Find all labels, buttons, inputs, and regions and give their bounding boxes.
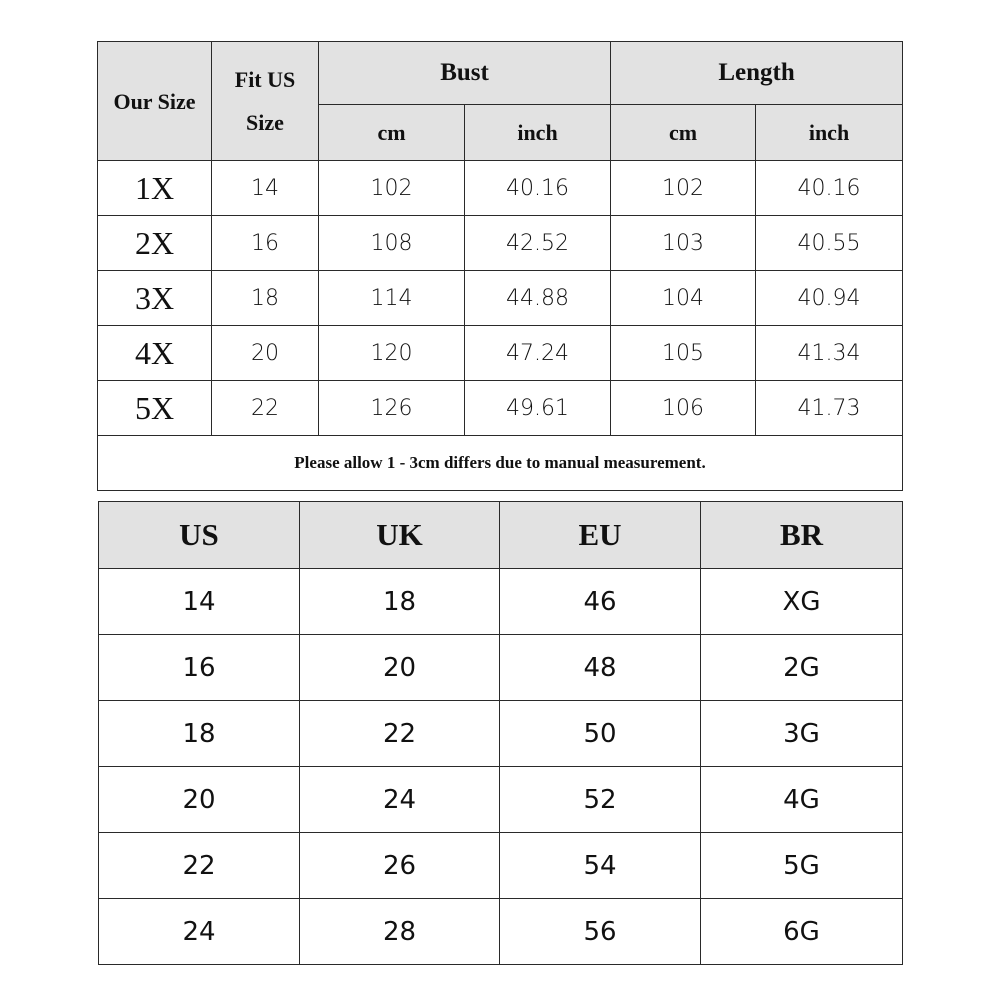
fit-us-size-header [212,42,319,161]
bust-inch-cell: 44.88 [465,271,611,326]
our-size-cell: 1X [98,161,212,216]
table-row [98,271,903,326]
eu-cell: 52 [500,767,701,833]
length-inch-cell: 40.94 [756,271,903,326]
bust-inch-cell: 47.24 [465,326,611,381]
length-inch-cell: 41.73 [756,381,903,436]
fit-us-label: Fit US [234,67,296,92]
bust-cm-header: cm [319,105,465,161]
uk-cell: 24 [300,767,500,833]
uk-cell: 28 [300,899,500,965]
length-inch-header: inch [756,105,903,161]
us-cell: 20 [99,767,300,833]
fit-us-cell: 22 [212,381,319,436]
us-cell: 22 [99,833,300,899]
our-size-cell: 4X [98,326,212,381]
our-size-cell: 5X [98,381,212,436]
uk-header: UK [300,502,500,569]
table-row [99,701,903,767]
length-inch-cell: 41.34 [756,326,903,381]
eu-cell: 56 [500,899,701,965]
table-row [98,216,903,271]
table-row [99,569,903,635]
table-row [99,767,903,833]
length-cm-cell: 104 [611,271,756,326]
eu-cell: 50 [500,701,701,767]
us-cell: 14 [99,569,300,635]
eu-cell: 46 [500,569,701,635]
br-cell: 6G [701,899,903,965]
uk-cell: 22 [300,701,500,767]
br-cell: 2G [701,635,903,701]
length-cm-cell: 103 [611,216,756,271]
br-cell: XG [701,569,903,635]
table-row [99,833,903,899]
our-size-cell: 2X [98,216,212,271]
us-cell: 18 [99,701,300,767]
eu-cell: 48 [500,635,701,701]
length-inch-cell: 40.55 [756,216,903,271]
eu-header: EU [500,502,701,569]
bust-header: Bust [319,42,611,105]
length-cm-cell: 102 [611,161,756,216]
br-header: BR [701,502,903,569]
eu-cell: 54 [500,833,701,899]
fit-us-cell: 14 [212,161,319,216]
bust-cm-cell: 102 [319,161,465,216]
bust-cm-cell: 120 [319,326,465,381]
fit-us-cell: 20 [212,326,319,381]
length-header: Length [611,42,903,105]
us-cell: 24 [99,899,300,965]
bust-inch-cell: 40.16 [465,161,611,216]
fit-us-cell: 18 [212,271,319,326]
table-row [99,899,903,965]
bust-inch-header: inch [465,105,611,161]
bust-cm-cell: 126 [319,381,465,436]
br-cell: 4G [701,767,903,833]
uk-cell: 18 [300,569,500,635]
length-inch-cell: 40.16 [756,161,903,216]
size-label: Size [246,110,284,135]
bust-inch-cell: 49.61 [465,381,611,436]
length-cm-header: cm [611,105,756,161]
size-conversion-table [98,501,903,965]
fit-us-cell: 16 [212,216,319,271]
table-row [98,326,903,381]
table-row [98,381,903,436]
uk-cell: 20 [300,635,500,701]
measurement-note: Please allow 1 - 3cm differs due to manual measurement. [98,436,903,491]
table-row [98,161,903,216]
bust-cm-cell: 114 [319,271,465,326]
uk-cell: 26 [300,833,500,899]
us-header: US [99,502,300,569]
our-size-header: Our Size [98,42,212,161]
us-cell: 16 [99,635,300,701]
bust-cm-cell: 108 [319,216,465,271]
table-row [99,635,903,701]
bust-inch-cell: 42.52 [465,216,611,271]
our-size-cell: 3X [98,271,212,326]
br-cell: 3G [701,701,903,767]
br-cell: 5G [701,833,903,899]
length-cm-cell: 105 [611,326,756,381]
size-chart-table [97,41,903,491]
length-cm-cell: 106 [611,381,756,436]
